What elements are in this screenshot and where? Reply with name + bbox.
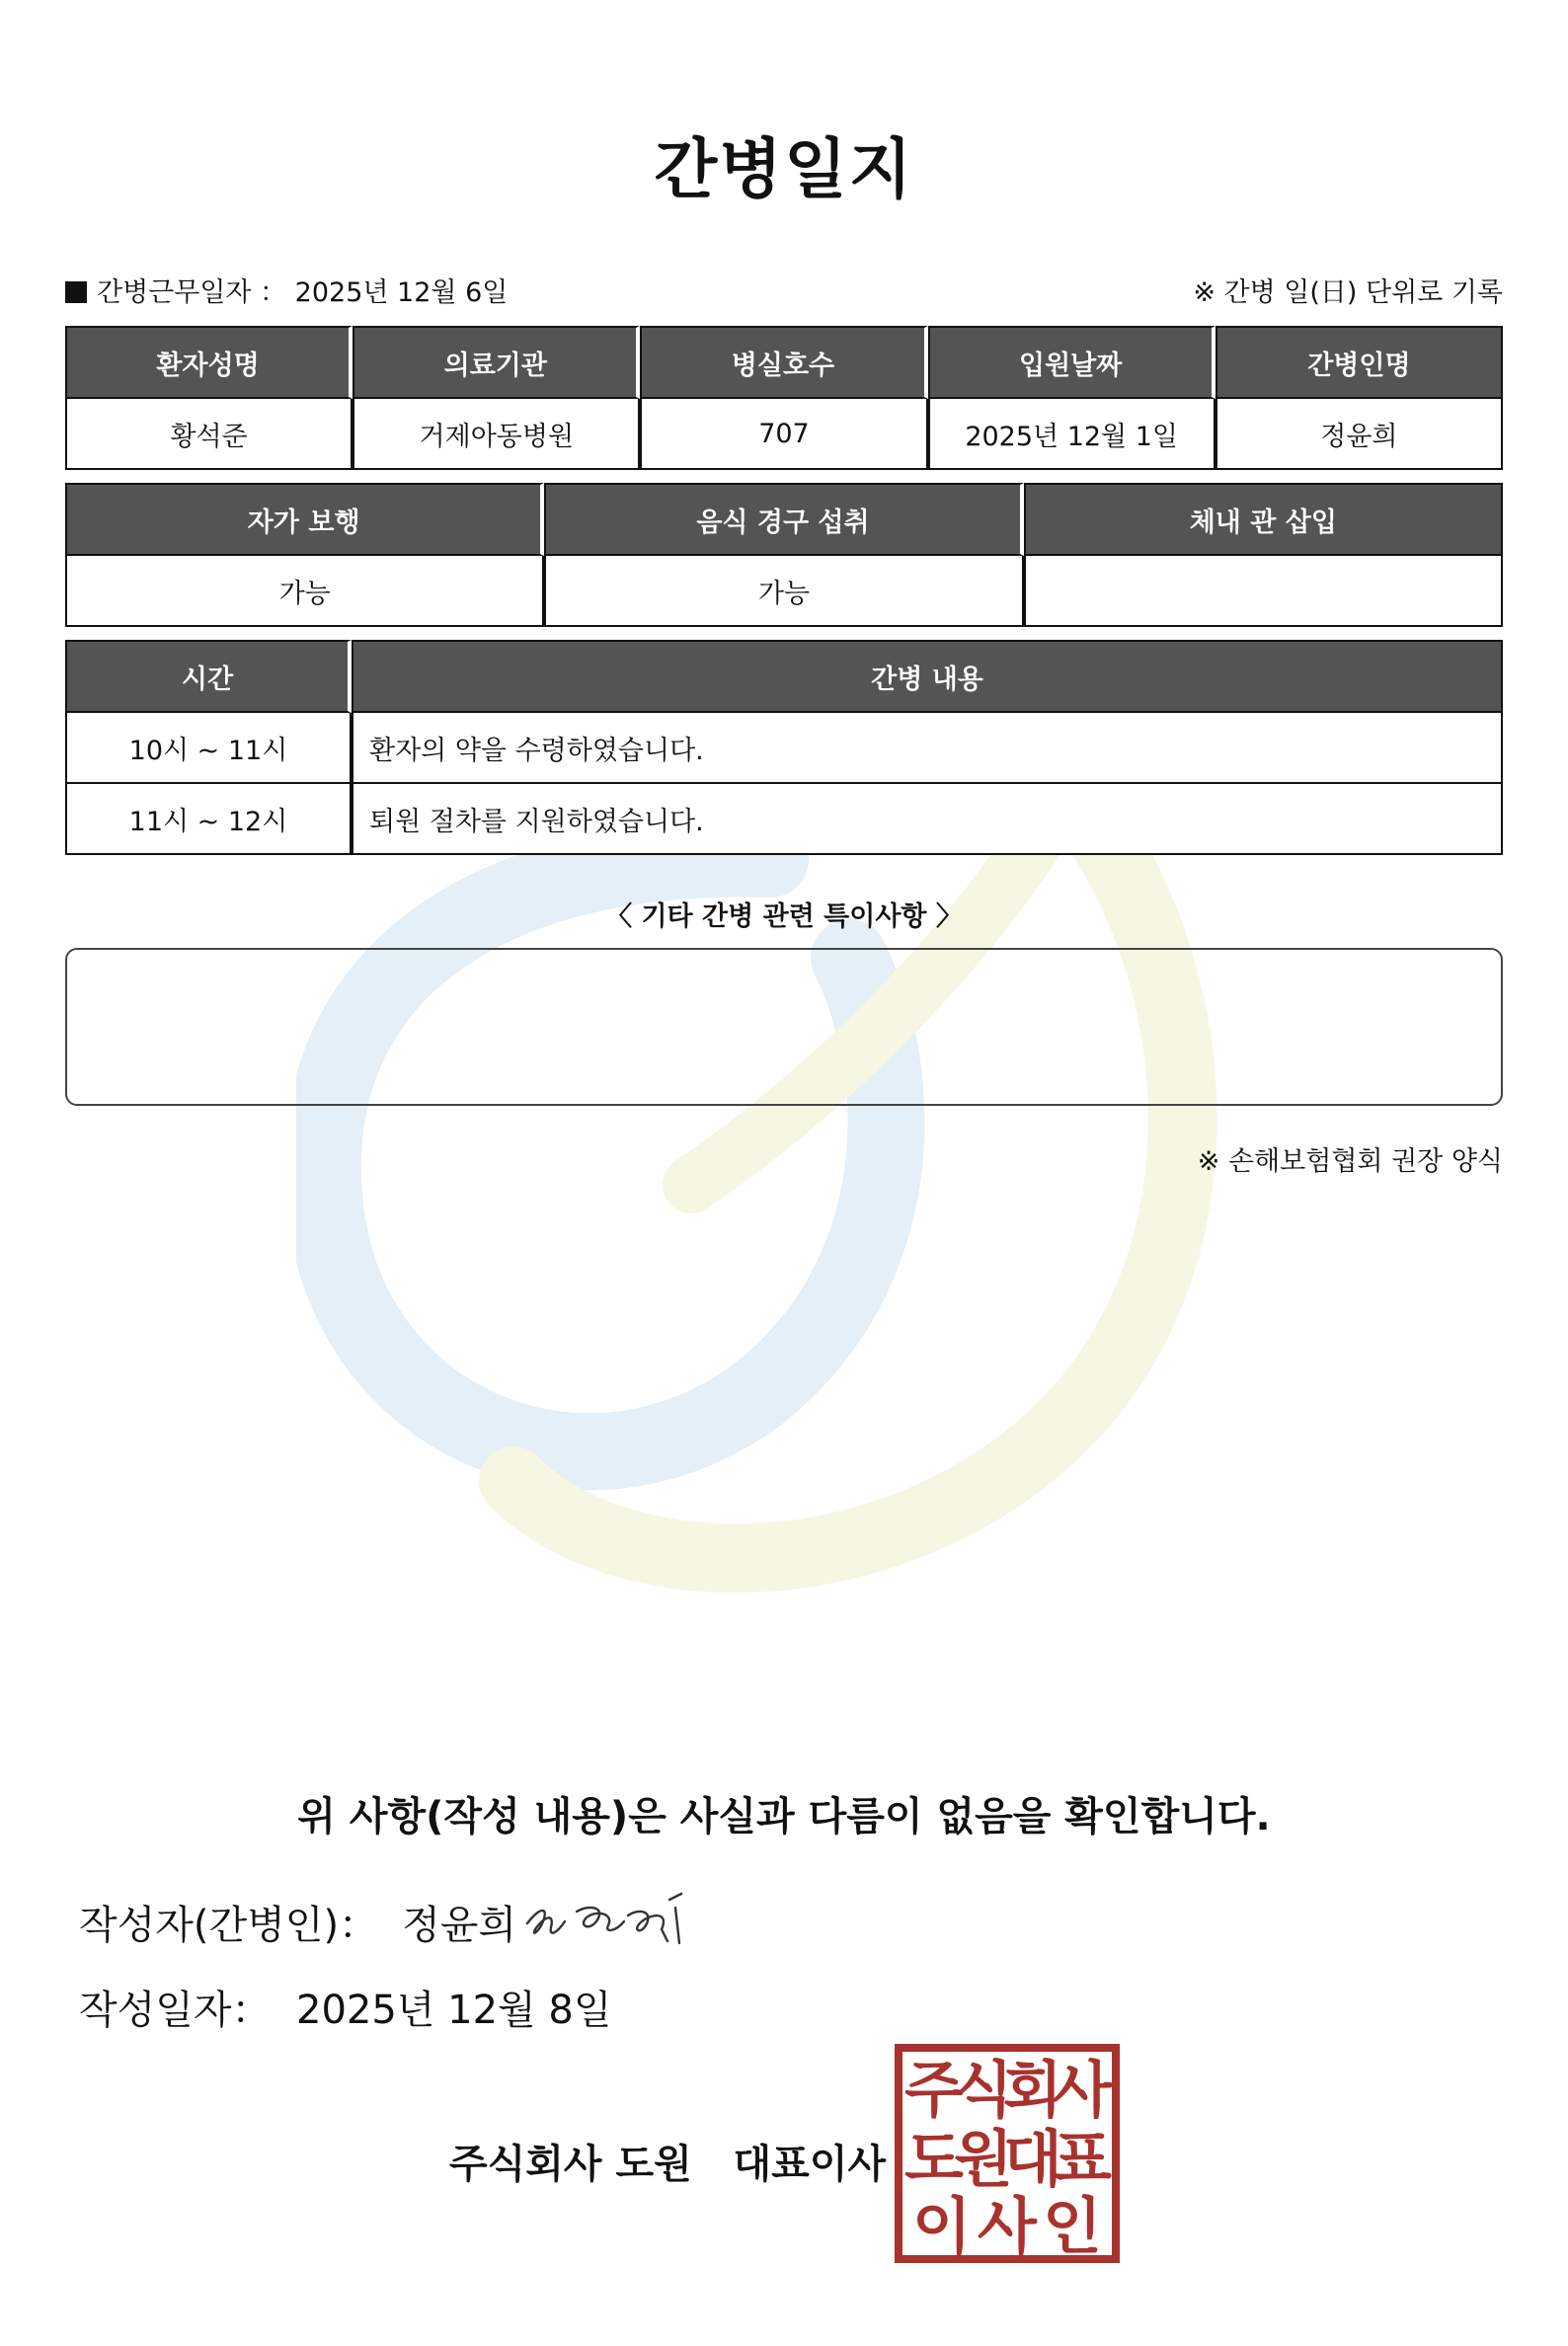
care-content-cell: 퇴원 절차를 지원하였습니다.	[352, 784, 1503, 855]
hospital-cell: 거제아동병원	[353, 399, 640, 470]
work-date-value: 2025년 12월 6일	[294, 277, 509, 308]
company-seal-stamp	[895, 2044, 1120, 2263]
work-date-label: 간병근무일자	[97, 277, 252, 308]
table-row	[65, 399, 1503, 470]
watermark-logo	[296, 750, 1244, 1639]
svg-text:도: 도	[904, 2123, 964, 2195]
admission-date-cell: 2025년 12월 1일	[928, 399, 1215, 470]
page-title: 간병일지	[654, 131, 914, 207]
patient-name-cell: 황석준	[65, 399, 353, 470]
time-cell: 11시 ~ 12시	[65, 784, 352, 855]
handwritten-signature	[521, 1878, 699, 1953]
column-header: 의료기관	[353, 326, 640, 399]
unit-note: ※ 간병 일(日) 단위로 기록	[1193, 277, 1503, 308]
svg-text:대: 대	[1003, 2123, 1062, 2195]
written-date-label: 작성일자：	[79, 1988, 272, 2033]
table-row	[65, 713, 1503, 784]
svg-text:사: 사	[978, 2190, 1037, 2262]
svg-text:회: 회	[1003, 2054, 1062, 2126]
column-header: 병실호수	[640, 326, 927, 399]
column-header: 시간	[65, 640, 352, 713]
svg-text:사: 사	[1053, 2054, 1112, 2126]
patient-info-table	[65, 326, 1503, 470]
caregiver-name-cell: 정윤희	[1215, 399, 1503, 470]
work-date: 간병근무일자 ： 2025년 12월 6일	[65, 271, 508, 309]
column-header: 간병인명	[1215, 326, 1503, 399]
svg-text:주: 주	[904, 2054, 964, 2126]
special-notes-box	[65, 948, 1503, 1106]
svg-text:인: 인	[1043, 2190, 1102, 2262]
table-header-row	[65, 326, 1503, 399]
care-log-table	[65, 640, 1503, 855]
care-content-cell: 환자의 약을 수령하였습니다.	[352, 713, 1503, 784]
special-notes-heading: 〈 기타 간병 관련 특이사항 〉	[605, 901, 963, 932]
column-header: 자가 보행	[65, 483, 544, 556]
company-representative: 주식회사 도원 대표이사	[449, 2142, 887, 2187]
tube-insertion-cell	[1024, 556, 1503, 627]
table-header-row	[65, 640, 1503, 713]
svg-text:식: 식	[954, 2054, 1013, 2126]
column-header: 체내 관 삽입	[1024, 483, 1503, 556]
writer-name: 정윤희	[402, 1903, 516, 1948]
oral-intake-cell: 가능	[544, 556, 1023, 627]
written-date-line	[79, 1979, 612, 2035]
confirmation-statement: 위 사항(작성 내용)은 사실과 다름이 없음을 확인합니다.	[297, 1794, 1271, 1839]
column-header: 환자성명	[65, 326, 353, 399]
column-header: 간병 내용	[352, 640, 1503, 713]
time-cell: 10시 ~ 11시	[65, 713, 352, 784]
square-bullet-icon	[65, 281, 87, 303]
table-header-row	[65, 483, 1503, 556]
table-row	[65, 784, 1503, 855]
writer-line	[79, 1894, 516, 1950]
form-note: ※ 손해보험협회 권장 양식	[1197, 1146, 1503, 1177]
svg-text:이: 이	[912, 2190, 972, 2262]
written-date-value: 2025년 12월 8일	[296, 1988, 612, 2033]
patient-status-table	[65, 483, 1503, 627]
svg-text:표: 표	[1053, 2123, 1112, 2195]
svg-text:원: 원	[954, 2123, 1013, 2195]
column-header: 음식 경구 섭취	[544, 483, 1023, 556]
table-row	[65, 556, 1503, 627]
self-walking-cell: 가능	[65, 556, 544, 627]
room-number-cell: 707	[640, 399, 927, 470]
column-header: 입원날짜	[928, 326, 1215, 399]
writer-label: 작성자(간병인)：	[79, 1903, 379, 1948]
